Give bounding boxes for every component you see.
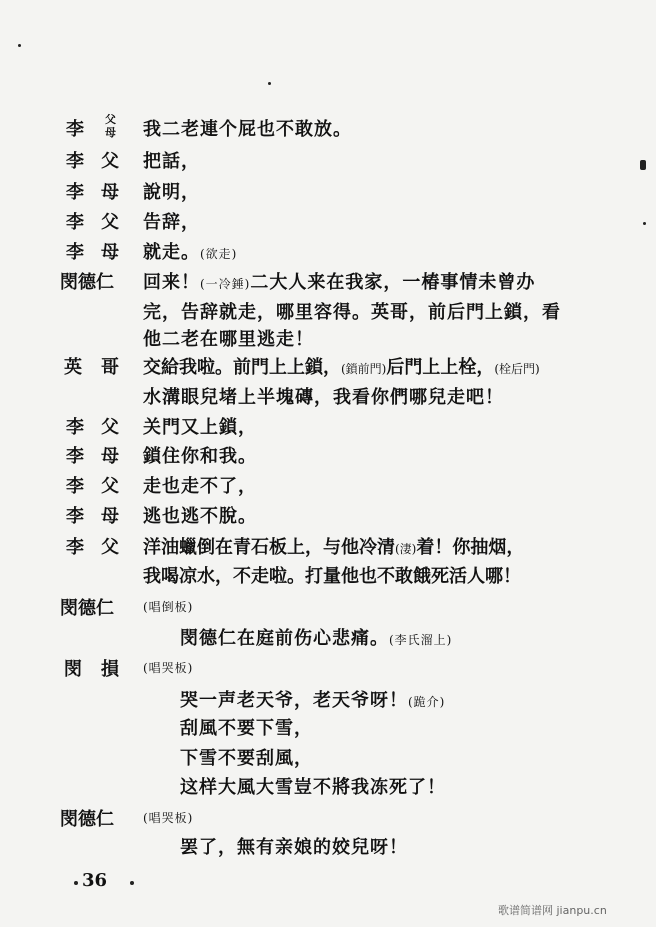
dialogue-text-cont: 我喝凉水，不走啦。打量他也不敢餓死活人哪！ [143,566,521,587]
scan-speck [18,44,21,47]
stage-direction: (淒) [395,542,417,556]
stage-direction: (唱哭板) [143,661,194,675]
stage-direction: (唱倒板) [143,600,194,614]
speaker-fu: 父 [101,212,119,233]
speaker-fu: 父 [101,537,119,558]
bullet-dot [130,881,134,885]
speaker-li: 李 [66,151,84,172]
speaker-mu: 母 [105,126,116,139]
speaker-mu: 母 [101,506,119,527]
speaker-min-deren: 閔德仁 [60,809,114,830]
verse-line: 罢了，無有亲娘的姣兒呀！ [180,837,408,858]
dialogue-text: 告辞， [143,212,200,233]
speaker-min-deren: 閔德仁 [60,272,114,293]
speaker-fu: 父 [101,151,119,172]
speaker-ge: 哥 [101,357,119,378]
scan-speck [643,222,646,225]
speaker-mu: 母 [101,242,119,263]
verse-line: 哭一声老天爷，老天爷呀！(跪介) [180,690,446,711]
dialogue-text: 洋油蠟倒在青石板上，与他冷清(淒)着！你抽烟， [143,537,525,558]
speaker-fu: 父 [101,417,119,438]
dialogue-text: 說明， [143,182,200,203]
speaker-li: 李 [66,476,84,497]
stage-direction: (一冷錘) [200,277,251,291]
speaker-min-deren: 閔德仁 [60,598,114,619]
scan-speck [640,160,646,170]
scan-speck [268,82,271,85]
speaker-mu: 母 [101,182,119,203]
speaker-li: 李 [66,446,84,467]
stage-direction: (李氏溜上) [389,633,453,647]
speaker-li: 李 [66,417,84,438]
stage-direction: (欲走) [200,247,238,261]
speaker-li: 李 [66,182,84,203]
dialogue-text: 交給我啦。前門上上鎖，(鎖前門)后門上上栓，(栓后門) [143,357,540,378]
speaker-li: 李 [66,506,84,527]
dialogue-text-cont: 他二老在哪里逃走！ [143,329,314,350]
dialogue-text: 把話， [143,151,200,172]
dialogue-text: 鎖住你和我。 [143,446,257,467]
speaker-sun: 損 [101,659,119,680]
dialogue-text: 逃也逃不脫。 [143,506,257,527]
dialogue-text: 关門又上鎖， [143,417,257,438]
speaker-li: 李 [66,119,84,140]
bullet-dot [74,881,78,885]
dialogue-text: 回来！(一冷錘)二大人来在我家，一椿事情未曾办 [143,272,536,293]
watermark: 歌谱简谱网 jianpu.cn [498,904,607,917]
verse-line: 閔德仁在庭前伤心悲痛。(李氏溜上) [180,628,453,649]
dialogue-text: 走也走不了， [143,476,257,497]
stage-direction: (栓后門) [494,362,540,376]
verse-line: 刮風不要下雪， [180,718,313,739]
dialogue-text: 我二老連个屁也不敢放。 [143,119,352,140]
speaker-mu: 母 [101,446,119,467]
speaker-fu: 父 [105,113,116,126]
stage-direction: (鎖前門) [341,362,387,376]
verse-line: 这样大風大雪豈不將我冻死了！ [180,777,446,798]
page-number: 36 [82,870,108,891]
speaker-fu: 父 [101,476,119,497]
speaker-li: 李 [66,242,84,263]
speaker-min: 閔 [64,659,82,680]
speaker-ying: 英 [64,357,82,378]
verse-line: 下雪不要刮風， [180,748,313,769]
stage-direction: (唱哭板) [143,811,194,825]
speaker-li: 李 [66,212,84,233]
dialogue-text-cont: 水溝眼兒堵上半塊磚，我看你們哪兒走吧！ [143,387,504,408]
stage-direction: (跪介) [408,695,446,709]
dialogue-text-cont: 完，告辞就走，哪里容得。英哥，前后門上鎖，看 [143,302,561,323]
dialogue-text: 就走。(欲走) [143,242,238,263]
speaker-li: 李 [66,537,84,558]
